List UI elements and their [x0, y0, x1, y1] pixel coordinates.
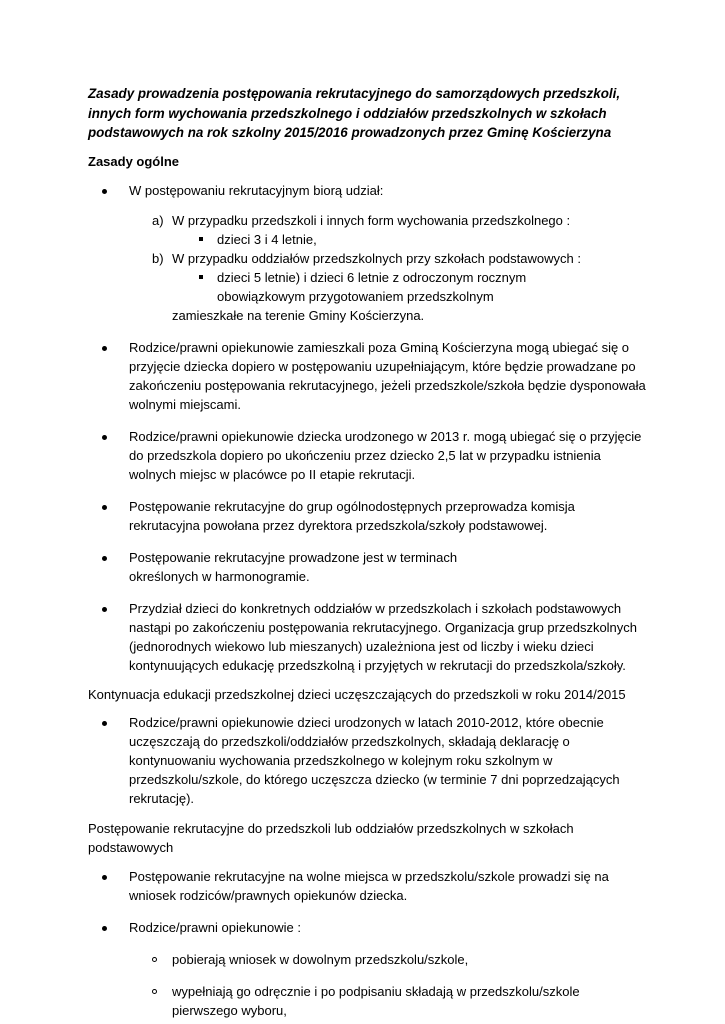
bullet-icon	[102, 721, 107, 726]
list-item	[88, 867, 648, 905]
list-item-text: Postępowanie rekrutacyjne prowadzone jest w terminach określonych w harmonogramie.	[129, 549, 458, 584]
circle-bullet-icon	[152, 957, 157, 962]
list-item	[88, 599, 648, 675]
list-item	[88, 427, 648, 484]
section-heading-general: Zasady ogólne	[88, 153, 180, 169]
list-item-text: Postępowanie rekrutacyjne na wolne miejsca w przedszkolu/szkole prowadzi się na wniosek rodziców/prawnych opiekunów dziecka.	[129, 868, 609, 903]
square-list-item-text: dzieci 3 i 4 letnie,	[217, 231, 317, 247]
bullet-icon	[102, 607, 107, 612]
list-item	[88, 918, 648, 937]
sub-item-b	[88, 249, 648, 268]
list-item	[88, 548, 529, 586]
sub-item-label: a)	[152, 212, 164, 228]
circle-list-item	[88, 950, 648, 969]
sub-item-label: b)	[152, 250, 164, 266]
list-item	[88, 713, 648, 808]
bullet-icon	[102, 435, 107, 440]
list-item-text: Rodzice/prawni opiekunowie :	[129, 919, 301, 935]
document-title: Zasady prowadzenia postępowania rekrutacyjnego do samorządowych przedszkoli, innych form wychowania przedszkolnego i oddziałów przedszkolnych w szkołach podstawowych na rok szkolny 2015/2016 prowadzonych przez Gminę Kościerzyna	[88, 86, 621, 140]
list-item	[88, 497, 648, 535]
square-bullet-icon	[199, 275, 203, 279]
bullet-icon	[102, 556, 107, 561]
circle-list-item	[88, 982, 648, 1020]
document-page	[88, 84, 648, 1020]
sub-item-a	[88, 211, 648, 230]
list-item-text: W postępowaniu rekrutacyjnym biorą udział:	[129, 182, 384, 198]
sub-item-text: W przypadku przedszkoli i innych form wychowania przedszkolnego :	[172, 212, 571, 228]
residence-note: zamieszkałe na terenie Gminy Kościerzyna.	[172, 307, 425, 323]
list-item	[88, 181, 648, 200]
section-heading-recruitment: Postępowanie rekrutacyjne do przedszkoli lub oddziałów przedszkolnych w szkołach podstawowych	[88, 820, 574, 855]
square-bullet-icon	[199, 237, 203, 241]
sub-item-text: W przypadku oddziałów przedszkolnych przy szkołach podstawowych :	[172, 250, 581, 266]
square-list-item	[88, 268, 611, 306]
bullet-icon	[102, 189, 107, 194]
square-list-item-text: dzieci 5 letnie) i dzieci 6 letnie z odroczonym rocznym obowiązkowym przygotowaniem przedszkolnym	[217, 269, 527, 304]
list-item-text: Postępowanie rekrutacyjne do grup ogólnodostępnych przeprowadza komisja rekrutacyjna powołana przez dyrektora przedszkola/szkoły podstawowej.	[129, 498, 575, 533]
circle-list-item-text: pobierają wniosek w dowolnym przedszkolu/szkole,	[172, 951, 469, 967]
section-heading-continuation: Kontynuacja edukacji przedszkolnej dzieci uczęszczających do przedszkoli w roku 2014/2015	[88, 686, 626, 702]
list-item-text: Rodzice/prawni opiekunowie zamieszkali poza Gminą Kościerzyna mogą ubiegać się o przyjęcie dziecka dopiero w postępowaniu uzupełniającym, które będzie prowadzane po zakończeniu postępowania rekrutacyjnego, jeżeli przedszkole/szkoła będzie dysponowała wolnymi miejscami.	[129, 339, 646, 412]
bullet-icon	[102, 346, 107, 351]
bullet-icon	[102, 875, 107, 880]
circle-list-item-text: wypełniają go odręcznie i po podpisaniu składają w przedszkolu/szkole pierwszego wyboru,	[172, 983, 580, 1018]
list-item-text: Rodzice/prawni opiekunowie dziecka urodzonego w 2013 r. mogą ubiegać się o przyjęcie do przedszkola dopiero po ukończeniu przez dziecko 2,5 lat w przypadku istnienia wolnych miejsc w placówce po II etapie rekrutacji.	[129, 428, 642, 482]
circle-bullet-icon	[152, 989, 157, 994]
bullet-icon	[102, 505, 107, 510]
square-list-item	[88, 230, 648, 249]
list-item-text: Rodzice/prawni opiekunowie dzieci urodzonych w latach 2010-2012, które obecnie uczęszczają do przedszkoli/oddziałów przedszkolnych, składają deklarację o kontynuowaniu wychowania przedszkolnego w kolejnym roku szkolnym w przedszkolu/szkole, do którego uczęszcza dziecko (w terminie 7 dni poprzedzających rekrutację).	[129, 714, 620, 806]
list-item	[88, 338, 648, 414]
list-item-text: Przydział dzieci do konkretnych oddziałów w przedszkolach i szkołach podstawowych nastąpi po zakończeniu postępowania rekrutacyjnego. Organizacja grup przedszkolnych (jednorodnych wiekowo lub mieszanych) uzależniona jest od liczby i wieku dzieci kontynuujących edukację przedszkolną i przyjętych w rekrutacji do przedszkola/szkoły.	[129, 600, 638, 673]
bullet-icon	[102, 926, 107, 931]
